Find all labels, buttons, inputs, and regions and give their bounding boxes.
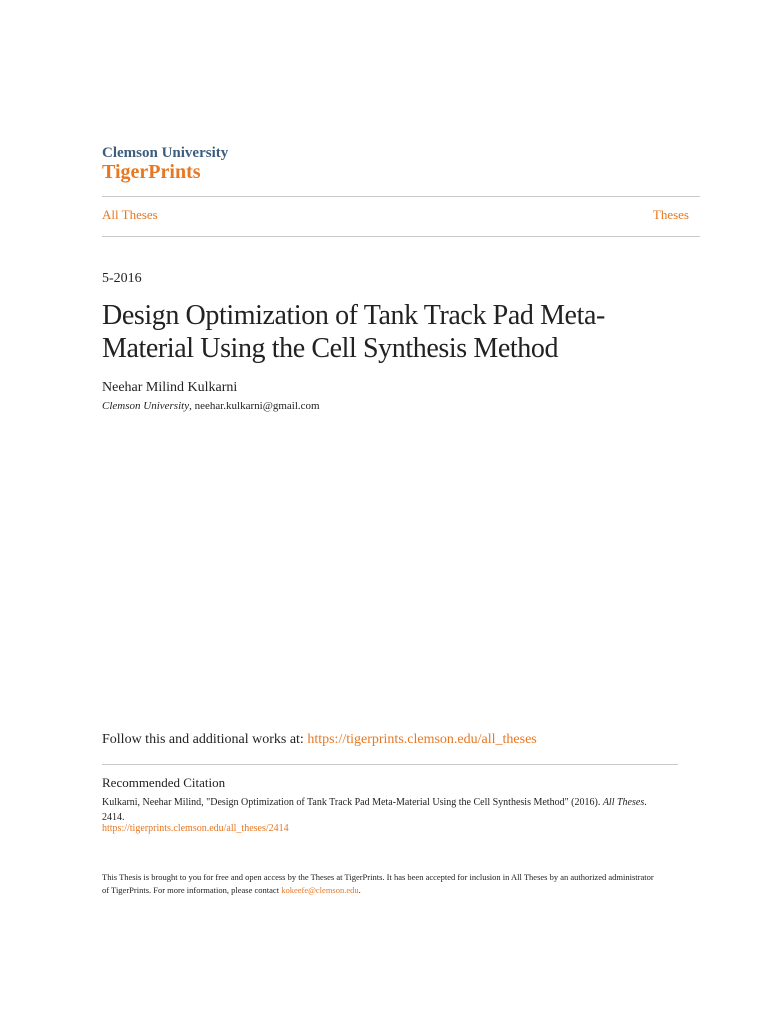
title-line-1: Design Optimization of Tank Track Pad Meta- xyxy=(102,300,605,331)
notice-text: This Thesis is brought to you for free and open access by the Theses at TigerPrints. It has been accepted for inclusion in All Theses by an authorized administrator of TigerPrints. For more information, please contact xyxy=(102,872,654,895)
publication-date: 5-2016 xyxy=(102,271,142,286)
affiliation-institution: Clemson University xyxy=(102,400,190,412)
author-affiliation xyxy=(102,400,320,412)
citation-tail: . 2414. xyxy=(102,797,647,823)
citation-divider xyxy=(102,764,678,765)
citation-series: All Theses xyxy=(602,797,645,808)
top-divider xyxy=(102,196,700,197)
follow-label: Follow this and additional works at: xyxy=(102,732,308,747)
repository-logo-text[interactable]: TigerPrints xyxy=(102,161,201,183)
collection-url-link[interactable]: https://tigerprints.clemson.edu/all_theses xyxy=(307,732,537,747)
access-notice xyxy=(102,871,662,897)
nav-divider xyxy=(102,236,700,237)
title-line-2: Material Using the Cell Synthesis Method xyxy=(102,333,559,364)
citation-main: Kulkarni, Neehar Milind, "Design Optimization of Tank Track Pad Meta-Material Using the Cell Synthesis Method" (2016). xyxy=(102,797,603,808)
contact-email-link[interactable]: kokeefe@clemson.edu xyxy=(281,885,359,895)
document-title xyxy=(102,299,662,365)
notice-end: . xyxy=(358,885,361,895)
follow-works-line xyxy=(102,732,537,748)
citation-text xyxy=(102,795,662,825)
citation-heading: Recommended Citation xyxy=(102,775,226,790)
citation-url-link[interactable]: https://tigerprints.clemson.edu/all_theses/2414 xyxy=(102,823,289,834)
theses-link[interactable]: Theses xyxy=(652,207,689,222)
author-email: , neehar.kulkarni@gmail.com xyxy=(189,400,320,412)
all-theses-link[interactable]: All Theses xyxy=(102,207,158,222)
author-name: Neehar Milind Kulkarni xyxy=(102,380,238,395)
university-name: Clemson University xyxy=(102,145,229,161)
